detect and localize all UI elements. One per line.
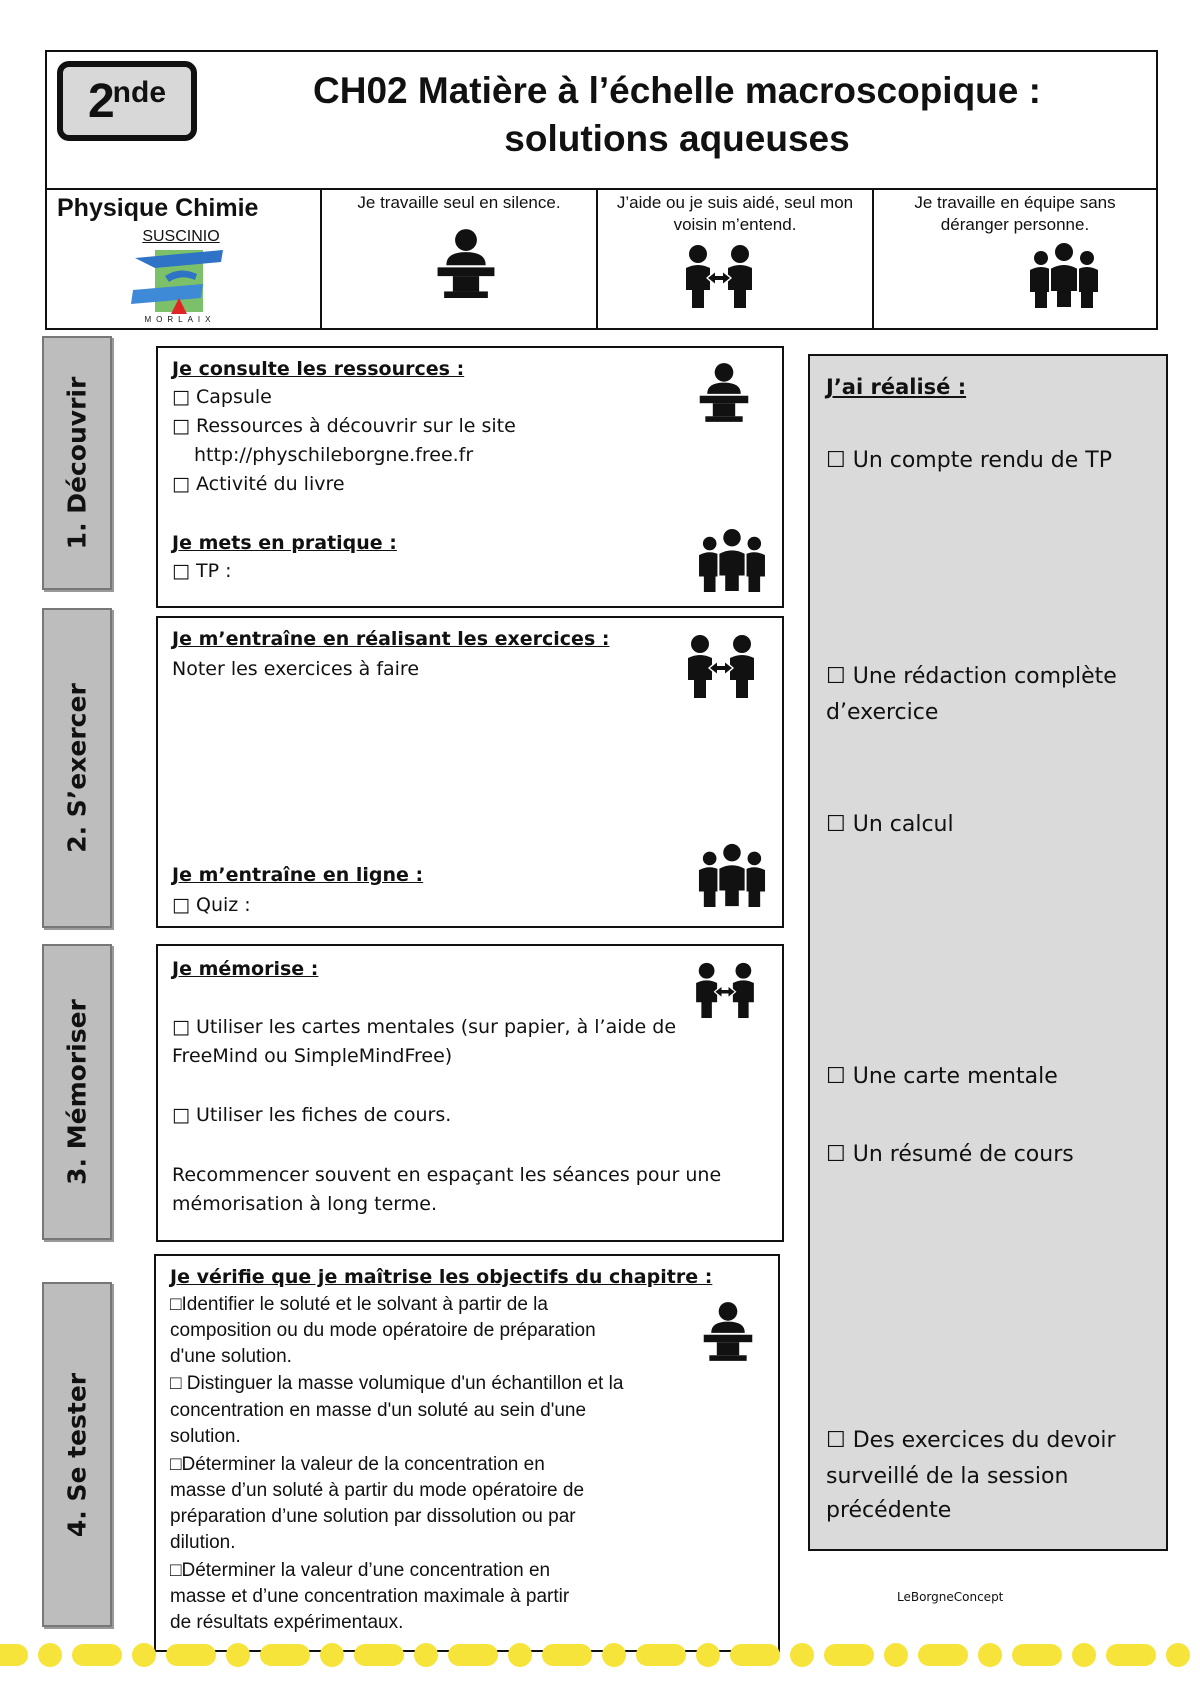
mode-text-team: Je travaille en équipe sans déranger personne. — [914, 193, 1116, 234]
self-test-box — [154, 1254, 780, 1652]
mode-text-pair: J’aide ou je suis aidé, seul mon voisin m’entend. — [616, 193, 854, 234]
completed-item-mind-map: ☐ Une carte mentale — [826, 1064, 1058, 1089]
page-title-line2: solutions aqueuses — [504, 118, 850, 159]
tab-self-test — [42, 1282, 112, 1627]
team-work-icon — [698, 528, 766, 592]
item-capsule: □ Capsule — [172, 386, 272, 408]
advice-line1: Recommencer souvent en espaçant les séances pour une — [172, 1164, 722, 1186]
team-work-icon — [698, 842, 766, 908]
completed-item-test-line3: précédente — [826, 1498, 952, 1523]
item-quiz: □ Quiz : — [172, 894, 251, 916]
consult-title: Je consulte les ressources : — [172, 358, 465, 380]
item-tp: □ TP : — [172, 560, 232, 582]
completed-item-summary: ☐ Un résumé de cours — [826, 1142, 1074, 1167]
logo-graphic — [125, 228, 235, 324]
objective-line: préparation d’une solution par dissolution ou par — [170, 1506, 576, 1527]
exercise-title: Je m’entraîne en réalisant les exercices : — [172, 628, 610, 650]
item-resources-url: http://physchileborgne.free.fr — [194, 444, 474, 466]
yellow-dash-border — [0, 1642, 1200, 1668]
solo-work-icon — [700, 1300, 756, 1362]
solo-work-icon — [433, 228, 499, 298]
tab-memorize-label: 3. Mémoriser — [62, 999, 92, 1185]
objective-line: de résultats expérimentaux. — [170, 1612, 404, 1633]
completed-item-test-line1: ☐ Des exercices du devoir — [826, 1428, 1116, 1453]
item-resources-line1: □ Ressources à découvrir sur le site — [172, 415, 516, 437]
header-modes-row — [47, 190, 1156, 328]
memorize-title: Je mémorise : — [172, 958, 319, 980]
item-mind-maps-line1: □ Utiliser les cartes mentales (sur papier, à l’aide de — [172, 1016, 677, 1038]
pair-work-icon — [684, 244, 754, 308]
logo-text: SUSCINIO — [142, 228, 220, 245]
school-logo — [125, 228, 235, 324]
completed-title: J’ai réalisé : — [826, 375, 967, 399]
exercise-note: Noter les exercices à faire — [172, 658, 420, 680]
level-number: 2 — [87, 74, 113, 128]
tab-memorize — [42, 944, 112, 1240]
objective-line: solution. — [170, 1426, 241, 1447]
level-suffix: nde — [112, 76, 167, 109]
mode-cell-solo — [322, 190, 598, 328]
level-badge — [57, 61, 197, 141]
mode-cell-pair — [598, 190, 874, 328]
practice-title: Je mets en pratique : — [172, 532, 397, 554]
header — [45, 50, 1158, 330]
objective-line: dilution. — [170, 1532, 236, 1553]
objective-line: masse d’un soluté à partir du mode opératoire de — [170, 1480, 585, 1501]
completed-item-report: ☐ Un compte rendu de TP — [826, 448, 1112, 473]
objective-line: □Identifier le soluté et le solvant à partir de la — [170, 1294, 548, 1315]
tab-discover-label: 1. Découvrir — [62, 376, 92, 550]
pair-work-icon — [694, 962, 756, 1018]
objective-line: composition ou du mode opératoire de préparation — [170, 1320, 596, 1341]
mode-cell-team — [874, 190, 1156, 328]
discover-box — [156, 346, 784, 608]
logo-subtext: MORLAIX — [144, 315, 216, 324]
objective-line: □Déterminer la valeur de la concentration en — [170, 1454, 545, 1475]
memorize-box — [156, 944, 784, 1242]
solo-work-icon — [696, 362, 752, 422]
tab-practice — [42, 608, 112, 928]
subject-title: Physique Chimie — [57, 194, 259, 222]
pair-work-icon — [686, 634, 756, 698]
objective-line: concentration en masse d'un soluté au sein d'une — [170, 1400, 587, 1421]
header-title-row — [47, 52, 1156, 190]
completed-item-test-line2: surveillé de la session — [826, 1464, 1069, 1489]
completed-item-exercise-line2: d’exercice — [826, 700, 939, 725]
online-title: Je m’entraîne en ligne : — [172, 864, 424, 886]
subject-cell — [47, 190, 322, 328]
objective-line: □ Distinguer la masse volumique d'un échantillon et la — [170, 1373, 624, 1394]
item-mind-maps-line2: FreeMind ou SimpleMindFree) — [172, 1045, 453, 1067]
tab-self-test-label: 4. Se tester — [62, 1372, 92, 1537]
page-title-line1: CH02 Matière à l’échelle macroscopique : — [313, 70, 1041, 111]
item-course-sheets: □ Utiliser les fiches de cours. — [172, 1104, 452, 1126]
tab-practice-label: 2. S’exercer — [62, 683, 92, 853]
author-credit: LeBorgneConcept — [897, 1590, 1004, 1604]
item-book-activity: □ Activité du livre — [172, 473, 345, 495]
team-work-icon — [1029, 242, 1099, 308]
check-title: Je vérifie que je maîtrise les objectifs du chapitre : — [170, 1266, 713, 1288]
objective-line: masse et d’une concentration maximale à partir — [170, 1586, 570, 1607]
completed-item-calc: ☐ Un calcul — [826, 812, 954, 837]
objective-line: d'une solution. — [170, 1346, 292, 1367]
practice-box — [156, 616, 784, 928]
advice-line2: mémorisation à long terme. — [172, 1193, 437, 1215]
completed-item-exercise-line1: ☐ Une rédaction complète — [826, 664, 1117, 689]
tab-discover — [42, 336, 112, 590]
completed-panel — [808, 354, 1168, 1551]
objective-line: □Déterminer la valeur d’une concentration en — [170, 1560, 551, 1581]
mode-text-solo: Je travaille seul en silence. — [357, 193, 561, 212]
